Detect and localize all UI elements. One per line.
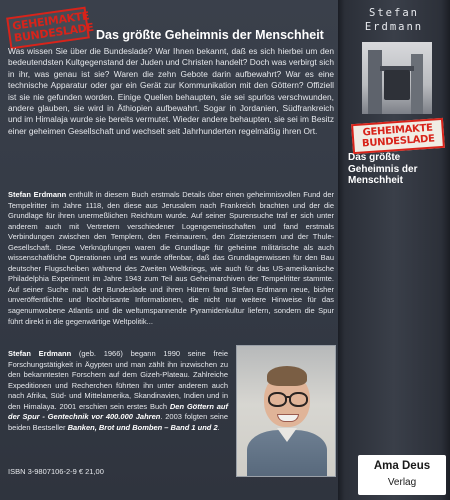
geheimakte-stamp: GEHEIMAKTE BUNDESLADE	[6, 7, 90, 50]
isbn-price: ISBN 3-9807106-2-9 € 21,00	[8, 467, 104, 476]
publisher-logo	[358, 455, 446, 495]
spine-stamp: GEHEIMAKTE BUNDESLADE	[351, 118, 445, 154]
main-paragraph	[8, 190, 334, 327]
main-author-name: Stefan Erdmann	[8, 190, 67, 199]
author-bio	[8, 349, 228, 433]
book-spine	[338, 0, 450, 500]
spine-artwork	[362, 42, 432, 114]
back-title: Das größte Geheimnis der Menschheit	[96, 28, 324, 42]
author-photo	[236, 345, 336, 477]
publisher-verlag: Verlag	[387, 477, 417, 488]
bio-author-name: Stefan Erdmann	[8, 349, 72, 358]
bio-book-1: Den Göttern auf der Spur - Gentechnik vor 400.000 Jahren	[8, 401, 228, 422]
spine-subtitle: Das größte Geheimnis der Menschheit	[348, 152, 418, 186]
bio-text-1: (geb. 1966) begann 1990 seine freie Forschungstätigkeit in Ägypten und man zählt ihn inzwischen zu den bekanntesten Forschern auf dem Gizeh-Plateau. Zahlreiche Expeditionen und Recherchen führten ihn unter anderem auch nach Afrika, Süd- und Mittelamerika, Skandinavien, Indien und in den Himalaya. 2001 erschien sein erstes Buch	[8, 349, 228, 411]
spine-author: Stefan Erdmann	[364, 7, 424, 33]
bio-text-2: . 2003 folgten seine beiden Bestseller	[8, 412, 228, 432]
bio-book-2: Banken, Brot und Bomben – Band 1 und 2	[67, 422, 218, 432]
publisher-name: Ama Deus	[373, 460, 431, 472]
intro-paragraph: Was wissen Sie über die Bundeslade? War Ihnen bekannt, daß es sich hierbei um den bedeutendsten Kultgegenstand der Juden und Christen handelt? Doch was verbirgt sich in ihr, was genau ist sie? Waren die zehn Gebote darin aufbewahrt? War es eine technische Apparatur oder gar ein Gerät zur Kommunikation mit den Göttern? Offiziell ist sie nie gefunden worden. Einige Quellen behaupten, sie sei spurlos verschwunden, andere glauben, sie wird in Äthiopien aufbewahrt. Sogar in Jordanien, Südfrankreich und im Himalaja wurde sie bereits vermutet. Wieder andere behaupten, sie sei im Besitz einer geheimen Gesellschaft und wechselt seit Jahrhunderten regelmäßig ihren Ort.	[8, 46, 334, 136]
bio-text-3: .	[217, 422, 220, 432]
main-text: enthüllt in diesem Buch erstmals Details über einen geheimnisvollen Fund der Tempelritter im Jahre 1118, den diese aus Jerusalem nach Frankreich brachten und der die Grundlage für ihren unermeßlichen Reichtum wurde. Auf seiner Spurensuche traf er sich unter anderem auch mit Vertretern verschiedener Logengemeinschaften und fand erstmals Verbindungen zwischen den Templern, den Freimaurern, den Zisterziensern und der Thule-Gesellschaft. Diese Verknüpfungen waren die Grundlage für geheime militärische als auch wissenschaftliche Operationen und es wurde offenbar, daß das Grundlagenwissen für den Bau deutscher Flugscheiben während des Zweiten Weltkriegs, wie auch für das US-amerikanische Philadelphia Experiment im Jahre 1943 zum Teil aus Geheimarchiven der Tempelritter stammte. Auf seiner Suche nach der Bundeslade und ihren Hütern fand Stefan Erdmann neue, bisher unveröffentlichte und hochbrisante Informationen, die nicht nur weitere Hinweise für das sagenumwobene Atlantis und die weltumspannende Pyramidenkultur liefern, sondern die Spur führt direkt in die gegenwärtige Weltpolitik...	[8, 190, 334, 326]
